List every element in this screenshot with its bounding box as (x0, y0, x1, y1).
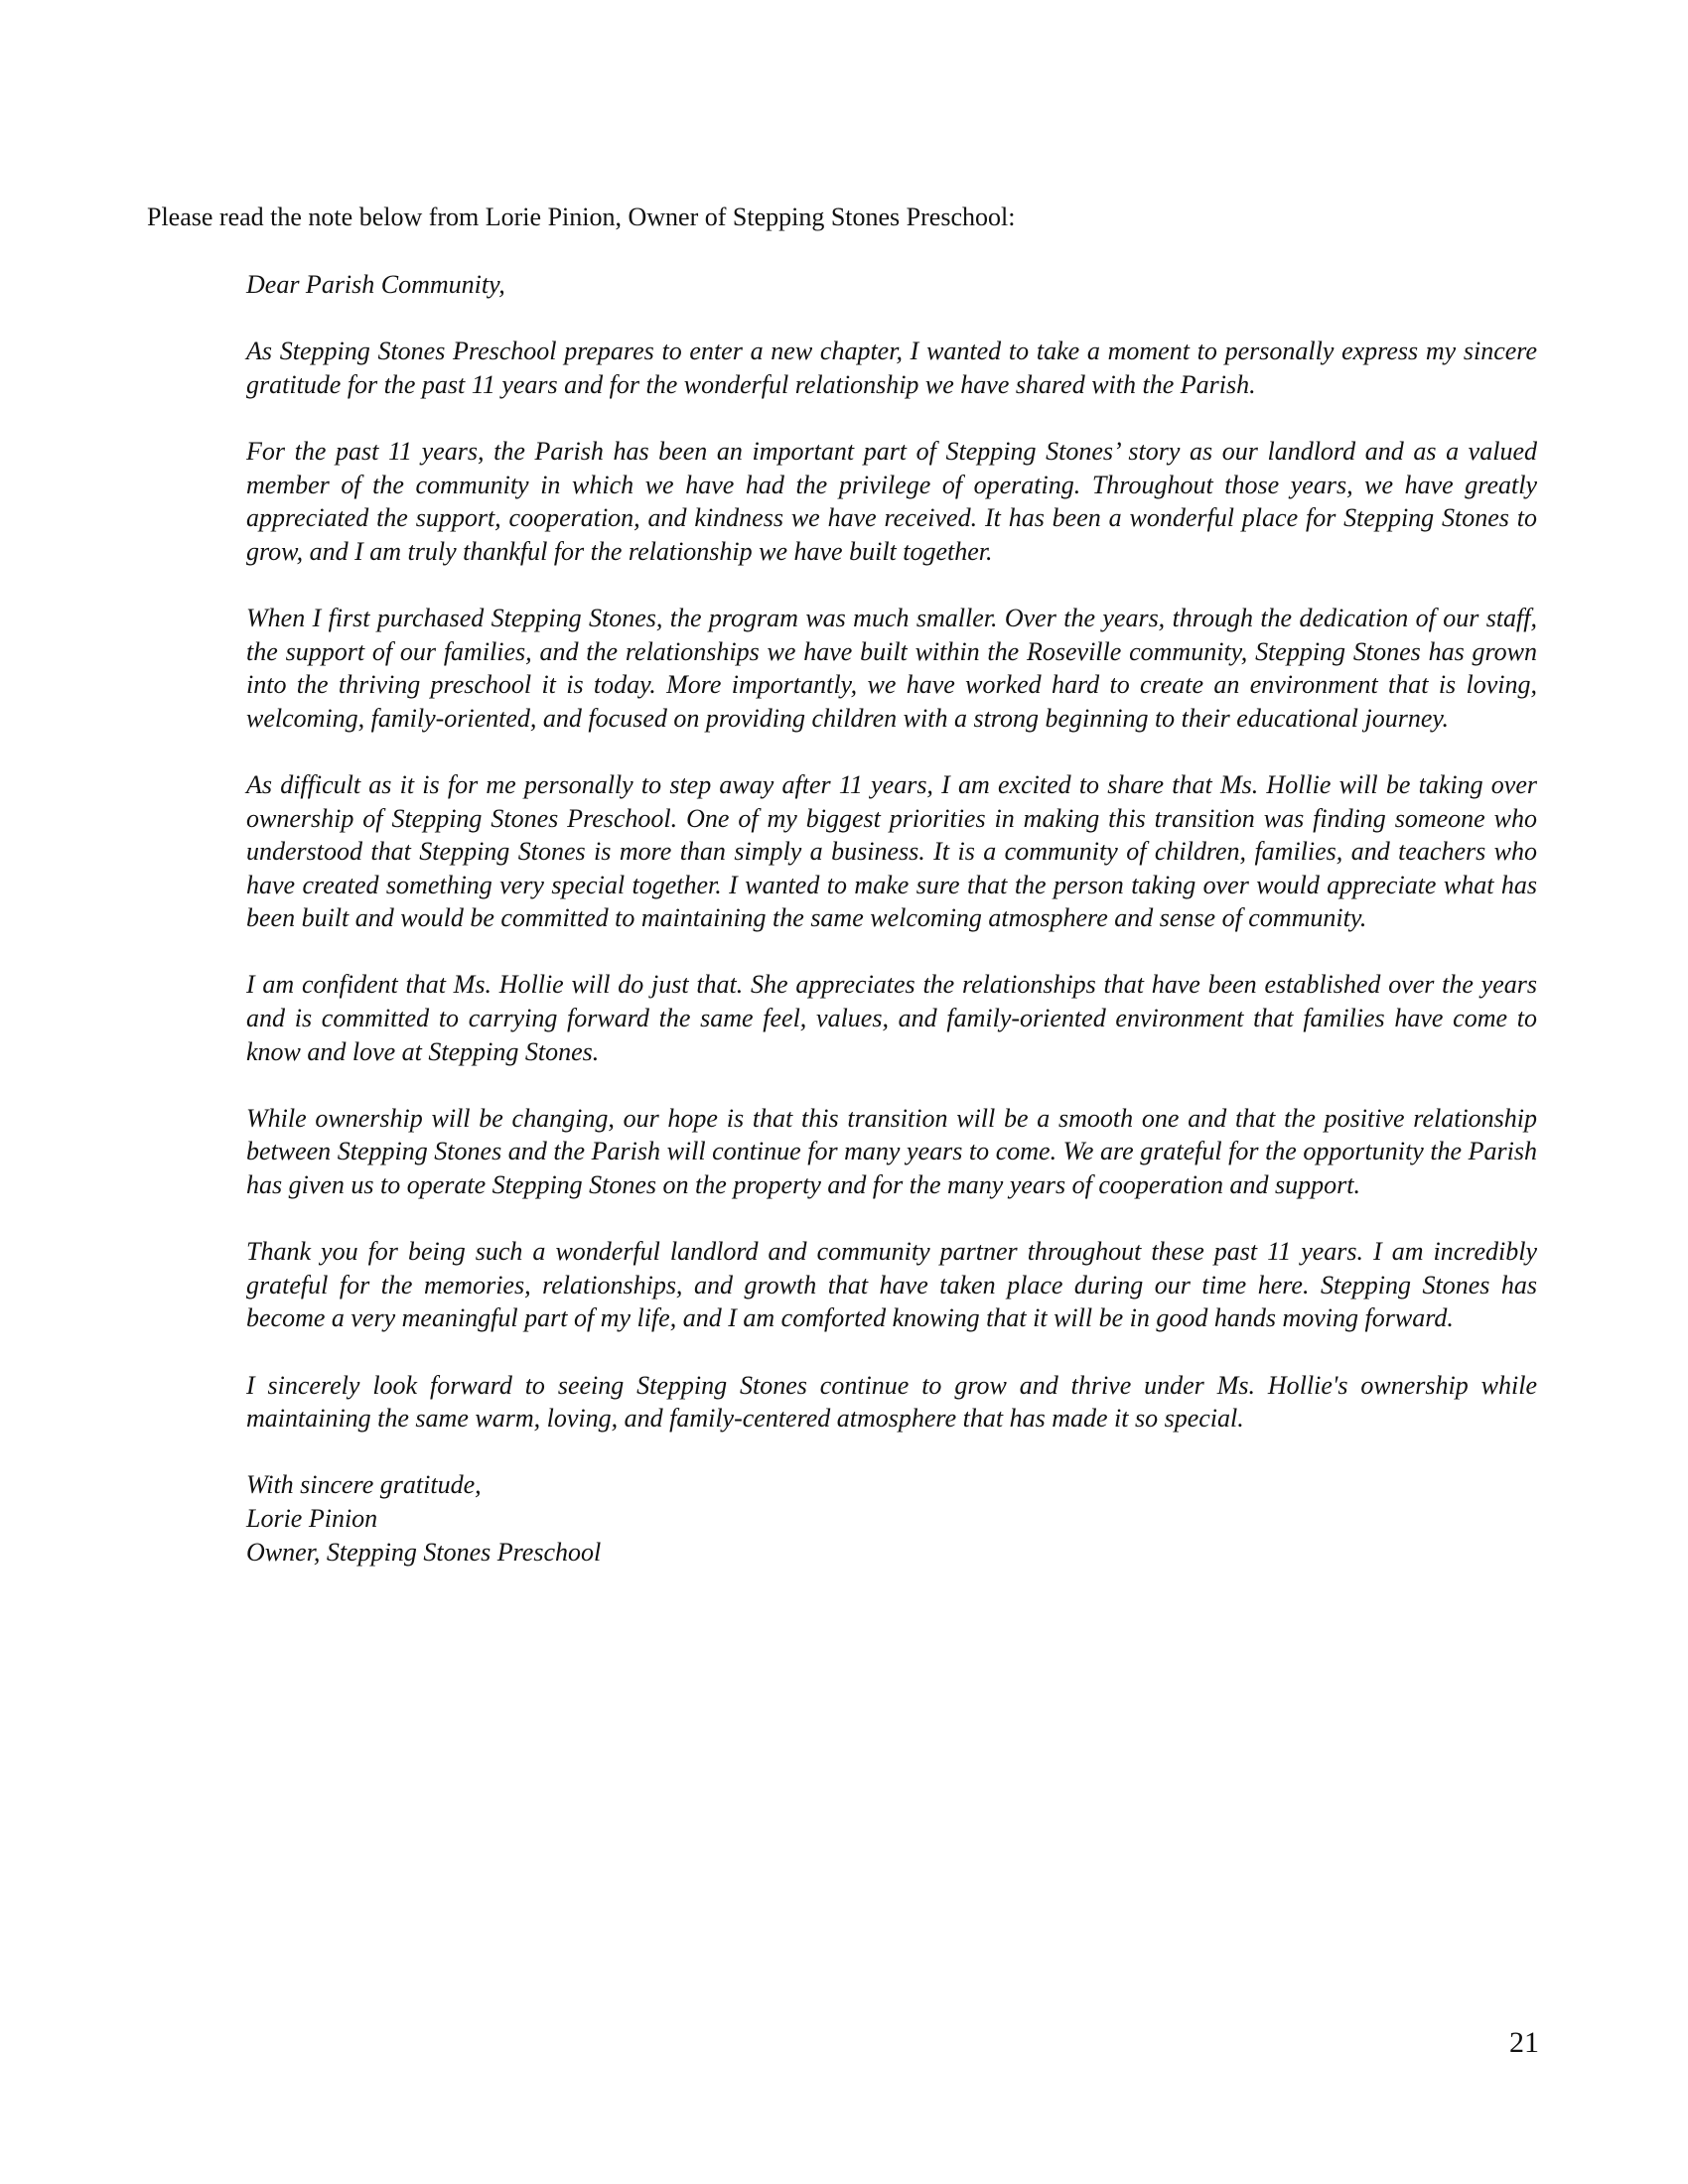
closing-valediction: With sincere gratitude, (246, 1470, 482, 1500)
letter-paragraph-5: I am confident that Ms. Hollie will do just that. She appreciates the relationships that have been established over the years and is committed to carrying forward the same feel, values, and family-oriented environment that families have come to know and love at Stepping Stones. (246, 970, 1537, 1066)
signer-name: Lorie Pinion (246, 1503, 378, 1533)
page-number: 21 (1509, 2026, 1539, 2059)
intro-line: Please read the note below from Lorie Pinion, Owner of Stepping Stones Preschool: (147, 203, 1016, 231)
letter-paragraph-3: When I first purchased Stepping Stones, the program was much smaller. Over the years, through the dedication of our staff, the support of our families, and the relationships we have built within the Roseville community, Stepping Stones has grown into the thriving preschool it is today. More importantly, we have worked hard to create an environment that is loving, welcoming, family-oriented, and focused on providing children with a strong beginning to their educational journey. (246, 603, 1537, 733)
letter-paragraph-1: As Stepping Stones Preschool prepares to enter a new chapter, I wanted to take a moment to personally express my sincere gratitude for the past 11 years and for the wonderful relationship we have shared with the Parish. (246, 337, 1537, 399)
letter-closing (246, 1468, 1537, 1569)
letter-paragraph-2: For the past 11 years, the Parish has been an important part of Stepping Stones’ story as our landlord and as a valued member of the community in which we have had the privilege of operating. Throughout those years, we have greatly appreciated the support, cooperation, and kindness we have received. It has been a wonderful place for Stepping Stones to grow, and I am truly thankful for the relationship we have built together. (246, 436, 1537, 566)
signer-title: Owner, Stepping Stones Preschool (246, 1537, 602, 1567)
letter-salutation: Dear Parish Community, (246, 270, 505, 299)
letter-body (246, 268, 1537, 1569)
letter-paragraph-8: I sincerely look forward to seeing Stepping Stones continue to grow and thrive under Ms. Hollie's ownership while maintaining the same warm, loving, and family-centered atmosphere that has made it so special. (246, 1370, 1537, 1433)
letter-paragraph-6: While ownership will be changing, our hope is that this transition will be a smooth one and that the positive relationship between Stepping Stones and the Parish will continue for many years to come. We are grateful for the opportunity the Parish has given us to operate Stepping Stones on the property and for the many years of cooperation and support. (246, 1103, 1537, 1200)
letter-paragraph-4: As difficult as it is for me personally to step away after 11 years, I am excited to share that Ms. Hollie will be taking over ownership of Stepping Stones Preschool. One of my biggest priorities in making this transition was finding someone who understood that Stepping Stones is more than simply a business. It is a community of children, families, and teachers who have created something very special together. I wanted to make sure that the person taking over would appreciate what has been built and would be committed to maintaining the same welcoming atmosphere and sense of community. (246, 769, 1537, 933)
letter-paragraph-7: Thank you for being such a wonderful landlord and community partner throughout these past 11 years. I am incredibly grateful for the memories, relationships, and growth that have taken place during our time here. Stepping Stones has become a very meaningful part of my life, and I am comforted knowing that it will be in good hands moving forward. (246, 1237, 1537, 1333)
